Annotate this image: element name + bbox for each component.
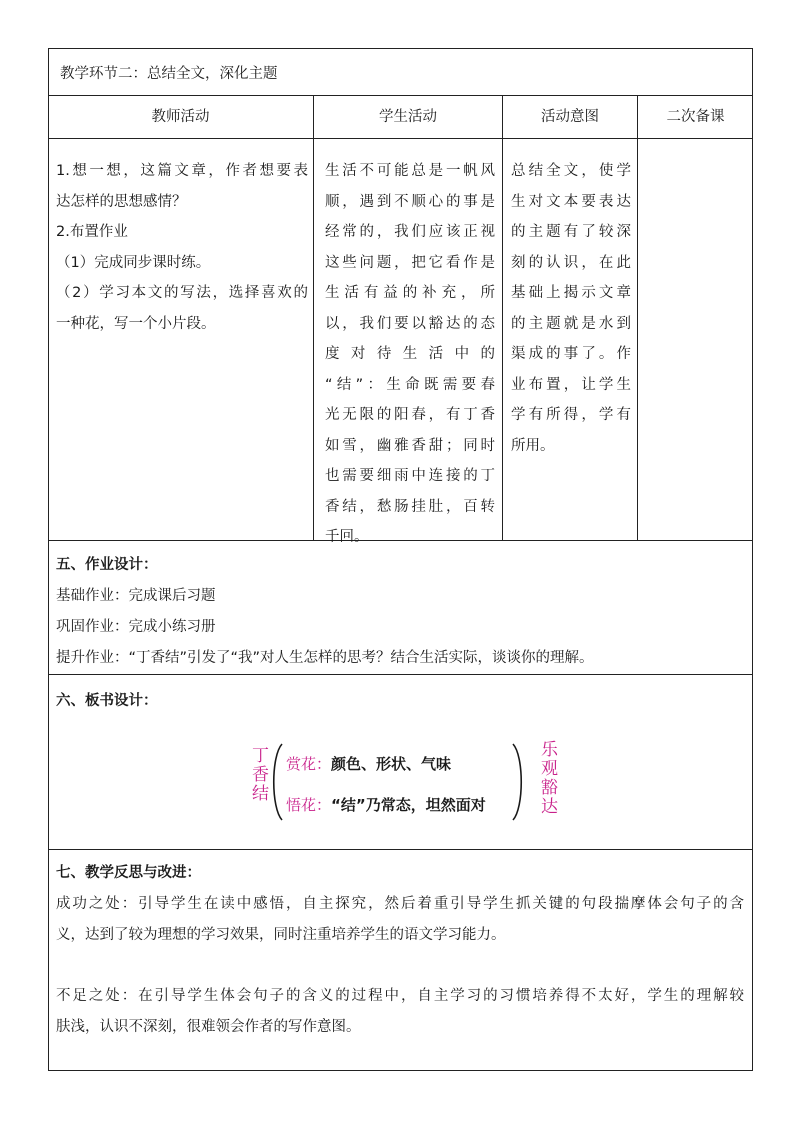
reflection-success xyxy=(56,889,744,951)
homework-basic: 基础作业：完成课后习题 xyxy=(56,588,216,604)
header-purpose: 活动意图 xyxy=(503,96,638,139)
purpose-line: 刻的认识，在此 xyxy=(511,254,631,271)
purpose-line: 的主题就是水到 xyxy=(511,315,631,332)
homework-block xyxy=(56,550,594,674)
teacher-activity xyxy=(56,156,308,339)
student-line: 千回。 xyxy=(325,529,369,545)
board-line-label: 悟花： xyxy=(286,796,332,814)
teacher-line: （2）学习本文的写法，选择喜欢的 xyxy=(56,285,308,301)
student-line: 以，我们要以豁达的态 xyxy=(325,315,495,332)
header-teacher: 教师活动 xyxy=(48,96,314,139)
student-line: 这些问题，把它看作是 xyxy=(325,254,495,271)
reflection-line: 义，达到了较为理想的学习效果，同时注重培养学生的语文学习能力。 xyxy=(56,927,506,943)
teacher-line: 1.想一想，这篇文章，作者想要表 xyxy=(56,163,308,179)
teacher-line: 一种花，写一个小片段。 xyxy=(56,315,216,332)
reflection-shortfall xyxy=(56,981,744,1043)
student-line: “结”：生命既需要春 xyxy=(325,376,495,393)
teacher-line: 达怎样的思想感情？ xyxy=(56,193,187,210)
student-line: 生活有益的补充，所 xyxy=(325,285,495,301)
teacher-line: （1）完成同步课时练。 xyxy=(56,254,211,271)
header-second-prep: 二次备课 xyxy=(666,109,725,125)
homework-advanced: 提升作业：“丁香结”引发了“我”对人生怎样的思考？结合生活实际，谈谈你的理解。 xyxy=(56,650,594,666)
board-line-text: “结”乃常态，坦然面对 xyxy=(331,796,486,814)
student-line: 经常的，我们应该正视 xyxy=(325,224,495,240)
reflection-line: 成功之处：引导学生在读中感悟，自主探究，然后着重引导学生抓关键的句段揣摩体会句子的含 xyxy=(56,896,744,912)
student-line: 顺，遇到不顺心的事是 xyxy=(325,193,495,210)
right-brace-icon xyxy=(511,742,527,822)
header-student: 学生活动 xyxy=(314,96,503,139)
reflection-line: 肤浅，认识不深刻，很难领会作者的写作意图。 xyxy=(56,1019,361,1035)
student-line: 光无限的阳春，有丁香 xyxy=(325,407,495,423)
board-line-text: 颜色、形状、气味 xyxy=(331,755,452,773)
board-left-title: 丁香结 xyxy=(248,746,268,803)
board-line-understand xyxy=(286,794,486,815)
board-right-title: 乐观豁达 xyxy=(537,740,557,816)
board-heading: 六、板书设计： xyxy=(56,693,158,709)
activity-purpose xyxy=(511,156,631,461)
purpose-line: 业布置，让学生 xyxy=(511,376,631,393)
board-line-appreciate xyxy=(286,753,451,774)
reflection-heading: 七、教学反思与改进： xyxy=(56,865,201,881)
left-brace-icon xyxy=(268,742,284,822)
reflection-line: 不足之处：在引导学生体会句子的含义的过程中，自主学习的习惯培养得不太好，学生的理解较 xyxy=(56,988,744,1004)
homework-heading: 五、作业设计： xyxy=(56,557,158,573)
student-line: 如雪，幽雅香甜；同时 xyxy=(325,437,495,454)
student-line: 香结，愁肠挂肚，百转 xyxy=(325,498,495,515)
purpose-line: 所用。 xyxy=(511,437,555,454)
board-line-label: 赏花： xyxy=(286,755,332,773)
student-line: 生活不可能总是一帆风 xyxy=(325,163,495,179)
homework-consolidate: 巩固作业：完成小练习册 xyxy=(56,619,216,635)
teacher-line: 2.布置作业 xyxy=(56,224,128,240)
purpose-line: 学有所得，学有 xyxy=(511,407,631,423)
stage-title: 教学环节二：总结全文，深化主题 xyxy=(60,66,278,82)
student-line: 度对待生活中的 xyxy=(325,346,495,362)
purpose-line: 渠成的事了。作 xyxy=(511,346,631,362)
purpose-line: 生对文本要表达 xyxy=(511,193,631,210)
purpose-line: 基础上揭示文章 xyxy=(511,285,631,301)
purpose-line: 总结全文，使学 xyxy=(511,163,631,179)
student-line: 也需要细雨中连接的丁 xyxy=(325,468,495,484)
student-activity xyxy=(325,156,495,553)
purpose-line: 的主题有了较深 xyxy=(511,224,631,240)
